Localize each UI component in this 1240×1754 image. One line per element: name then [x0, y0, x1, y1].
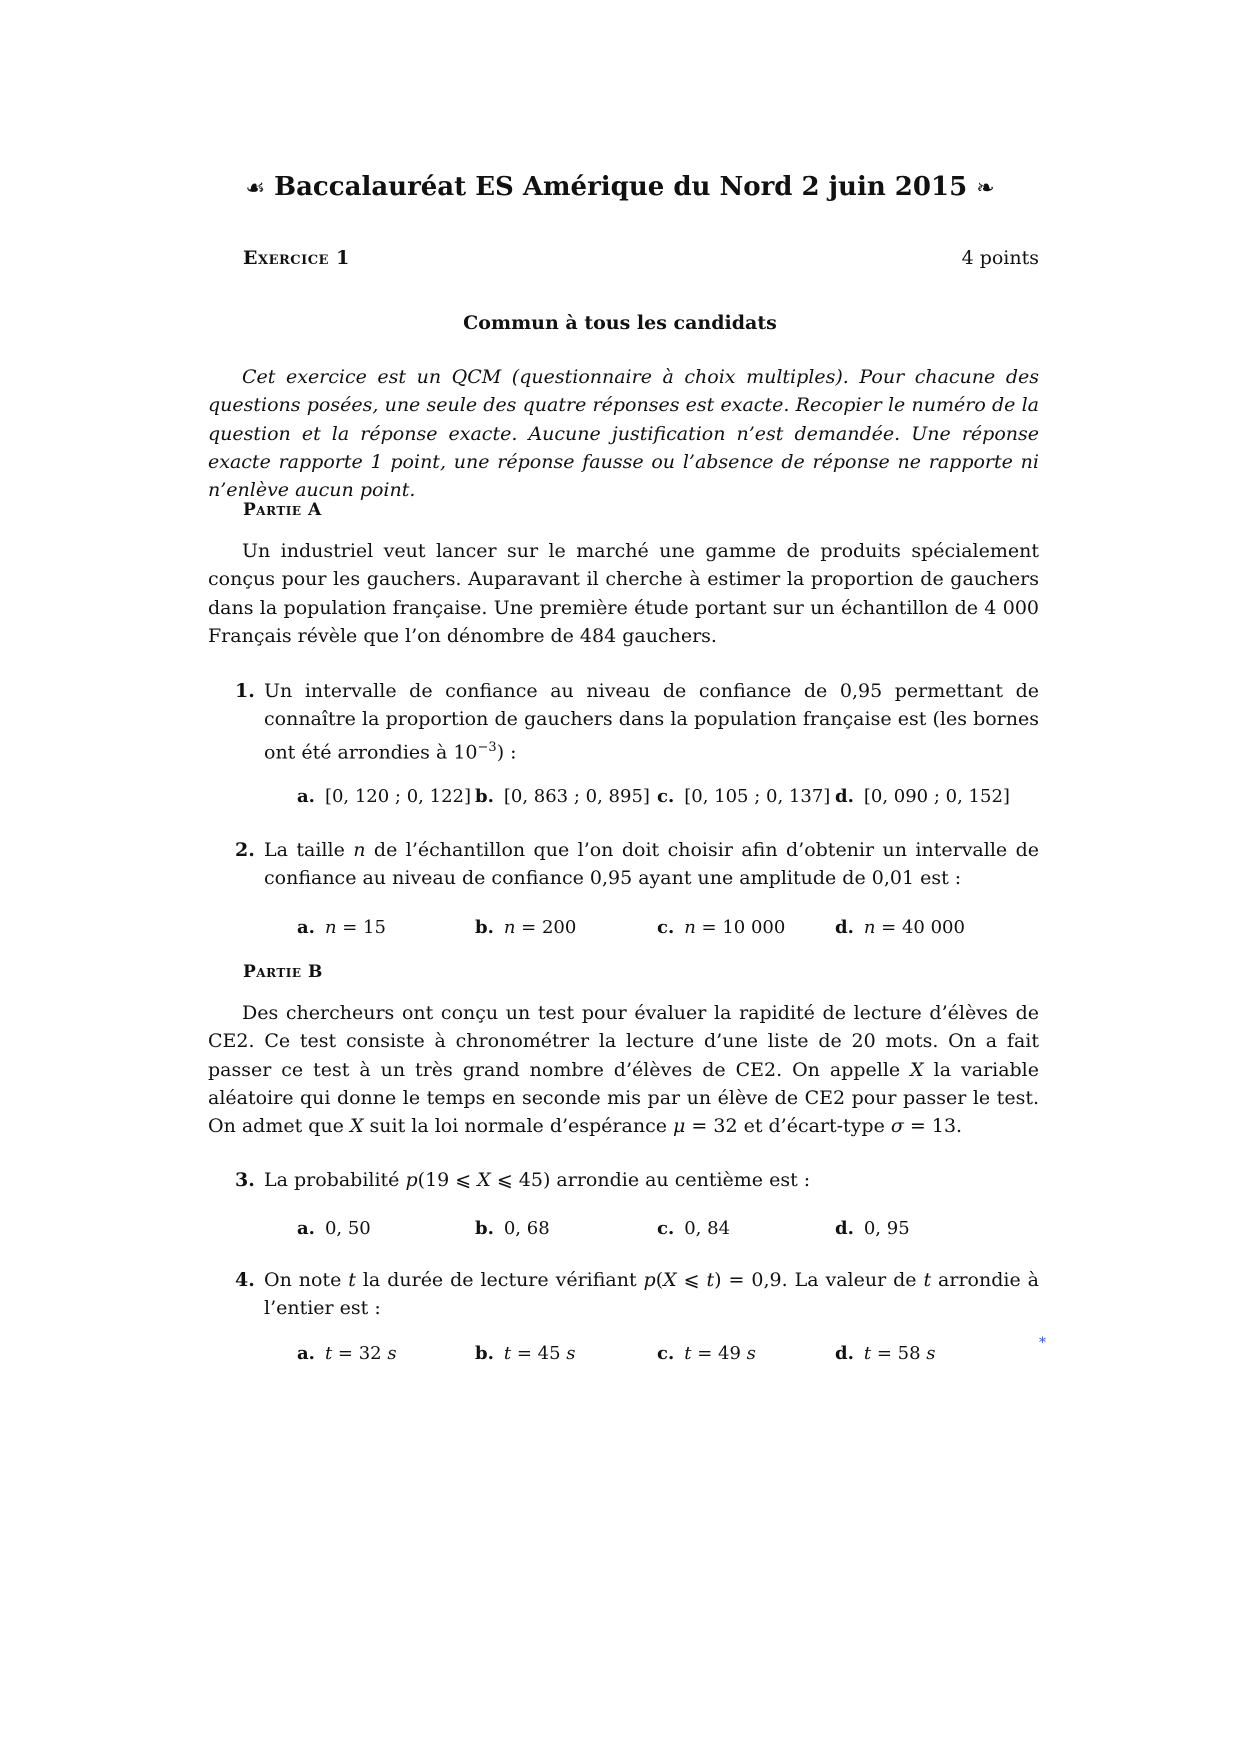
- answer-option[interactable]: b. [0, 863 ; 0, 895]: [475, 786, 650, 807]
- answer-option[interactable]: a. t = 32 s: [297, 1343, 397, 1364]
- answer-option[interactable]: a. 0, 50: [297, 1218, 371, 1239]
- answer-option[interactable]: d. [0, 090 ; 0, 152]: [835, 786, 1010, 807]
- part-b-text: Des chercheurs ont conçu un test pour évaluer la rapidité de lecture d’élèves de CE2. Ce test consiste à chronométrer la lecture d’une liste de 20 mots. On a fait passer ce test à un très grand nombre d’élèves de CE2. On appelle X la variable aléatoire qui donne le temps en seconde mis par un élève de CE2 pour passer le test. On admet que X suit la loi normale d’espérance μ = 32 et d’écart-type σ = 13.: [208, 1002, 1040, 1138]
- question-4-answers: [297, 1343, 1057, 1371]
- question-1: [235, 677, 1039, 766]
- footnote-link[interactable]: *: [1039, 1335, 1046, 1351]
- answer-option[interactable]: b. t = 45 s: [475, 1343, 576, 1364]
- part-a-label: Partie A: [243, 500, 322, 520]
- answer-option[interactable]: c. [0, 105 ; 0, 137]: [657, 786, 831, 807]
- question-3-answers: [297, 1218, 1057, 1246]
- question-2: [235, 836, 1039, 893]
- answer-option[interactable]: d. 0, 95: [835, 1218, 910, 1239]
- exercise-points: 4 points: [961, 247, 1039, 269]
- question-1-answers: [297, 786, 1057, 814]
- instructions: Cet exercice est un QCM (questionnaire à choix multiples). Pour chacune des questions posées, une seule des quatre réponses est exacte. Recopier le numéro de la question et la réponse exacte. Aucune justification n’est demandée. Une réponse exacte rapporte 1 point, une réponse fausse ou l’absence de réponse ne rapporte ni n’enlève aucun point.: [208, 366, 1039, 502]
- question-number: 4.: [235, 1269, 255, 1291]
- question-2-answers: [297, 917, 1057, 945]
- question-text: La probabilité p(19 ⩽ X ⩽ 45) arrondie au centième est :: [264, 1169, 811, 1191]
- ornament-left-icon: ☙: [245, 176, 266, 201]
- answer-option[interactable]: b. 0, 68: [475, 1218, 550, 1239]
- question-number: 3.: [235, 1169, 255, 1191]
- ornament-right-icon: ❧: [976, 176, 995, 201]
- question-text: La taille n de l’échantillon que l’on doit choisir afin d’obtenir un intervalle de confiance au niveau de confiance 0,95 ayant une amplitude de 0,01 est :: [264, 839, 1039, 890]
- question-number: 2.: [235, 839, 255, 861]
- part-b-label: Partie B: [243, 962, 323, 982]
- question-4: [235, 1266, 1039, 1323]
- answer-option[interactable]: c. t = 49 s: [657, 1343, 756, 1364]
- answer-option[interactable]: c. 0, 84: [657, 1218, 731, 1239]
- question-text: Un intervalle de confiance au niveau de confiance de 0,95 permettant de connaître la proportion de gauchers dans la population française est (les bornes ont été arrondies à $10^{-3}$) :: [264, 680, 1039, 763]
- answer-option[interactable]: d. t = 58 s: [835, 1343, 936, 1364]
- answer-option[interactable]: a. n = 15: [297, 917, 386, 938]
- exercise-audience: Commun à tous les candidats: [463, 312, 777, 334]
- page-title: [0, 172, 1240, 202]
- answer-option[interactable]: d. n = 40 000: [835, 917, 965, 938]
- question-text: On note t la durée de lecture vérifiant p(X ⩽ t) = 0,9. La valeur de t arrondie à l’entier est :: [264, 1269, 1039, 1320]
- answer-option[interactable]: b. n = 200: [475, 917, 577, 938]
- question-number: 1.: [235, 680, 255, 702]
- answer-option[interactable]: c. n = 10 000: [657, 917, 786, 938]
- exercise-label: Exercice 1: [243, 247, 350, 269]
- question-3: [235, 1166, 1039, 1194]
- title-text: Baccalauréat ES Amérique du Nord 2 juin 2015: [274, 172, 968, 202]
- exercise-header: [243, 247, 1039, 269]
- answer-option[interactable]: a. [0, 120 ; 0, 122]: [297, 786, 471, 807]
- part-a-text: Un industriel veut lancer sur le marché une gamme de produits spécialement conçus pour les gauchers. Auparavant il cherche à estimer la proportion de gauchers dans la population française. Une première étude portant sur un échantillon de 4 000 Français révèle que l’on dénombre de 484 gauchers.: [208, 540, 1039, 647]
